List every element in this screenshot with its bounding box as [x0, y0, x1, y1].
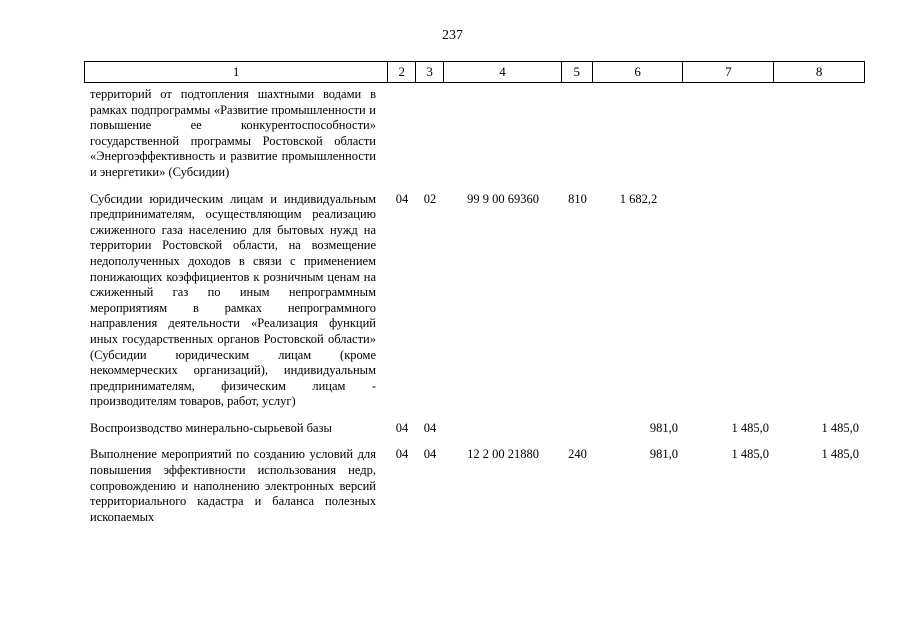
header-col-8: 8 [815, 64, 823, 79]
header-col-3: 3 [416, 62, 444, 82]
row-amount-col7: 1 485,0 [731, 447, 769, 462]
row-target-article: 99 9 00 69360 [467, 191, 539, 206]
row-description: Субсидии юридическим лицам и индивидуальным предпринимателям, осуществляющим реализацию сжиженного газа населению для бытовых нужд на территории Ростовской области, на возмещение недополученных доходов в связи с применением понижающих коэффициентов к розничным ценам на сжиженный газ по иным непрограммным мероприятиям в рамках непрограммного направления деятельности «Реализация функций иных государственных органов Ростовской области» (Субсидии юридическим лицам (кроме некоммерческих организаций), индивидуальным предпринимателям, физическим лицам - производителям товаров, работ, услуг) [90, 191, 376, 409]
row-section [388, 87, 416, 181]
row-amount-col6: 981,0 [649, 447, 678, 462]
row-target-article [444, 87, 562, 181]
row-amount-col8: 1 485,0 [821, 420, 859, 435]
row-amount-col7 [684, 87, 775, 181]
row-description: Воспроизводство минерально-сырьевой базы [90, 420, 332, 435]
row-section: 04 [395, 420, 409, 435]
table-header [84, 61, 865, 83]
row-description: Выполнение мероприятий по созданию условий для повышения эффективности использования недр, сопровождению и наполнению электронных версий территориального кадастра и баланса полезных ископаемых [90, 447, 376, 524]
table-row [84, 421, 865, 437]
table-row [84, 192, 865, 410]
header-col-5: 5 [562, 62, 593, 82]
row-target-article: 12 2 00 21880 [467, 447, 539, 462]
page-number: 237 [442, 28, 463, 43]
row-target-article [444, 421, 562, 437]
row-amount-col7 [684, 192, 775, 410]
header-col-2: 2 [388, 62, 416, 82]
header-col-4: 4 [444, 62, 562, 82]
header-col-6: 6 [593, 62, 684, 82]
row-expense-type [562, 421, 593, 437]
header-col-7: 7 [683, 62, 774, 82]
row-amount-col6 [593, 87, 684, 181]
row-section: 04 [395, 447, 409, 462]
row-subsection [416, 87, 444, 181]
table-row [84, 87, 865, 181]
table-body [84, 87, 865, 536]
row-amount-col8 [775, 192, 865, 410]
row-section: 04 [395, 191, 409, 206]
row-amount-col6: 981,0 [649, 420, 678, 435]
row-subsection: 04 [423, 447, 437, 462]
row-amount-col7: 1 485,0 [731, 420, 769, 435]
row-expense-type: 240 [568, 447, 587, 462]
header-col-1: 1 [85, 62, 388, 82]
row-amount-col8 [775, 87, 865, 181]
row-amount-col8: 1 485,0 [821, 447, 859, 462]
row-description: территорий от подтопления шахтными водами в рамках подпрограммы «Развитие промышленности и повышение ее конкурентоспособности» государственной программы Ростовской области «Энергоэффективность и развитие промышленности и энергетики» (Субсидии) [90, 87, 376, 179]
row-amount-col6: 1 682,2 [619, 191, 658, 206]
row-expense-type [562, 87, 593, 181]
table-row [84, 447, 865, 525]
row-expense-type: 810 [568, 191, 587, 206]
row-subsection: 04 [423, 420, 437, 435]
row-subsection: 02 [423, 191, 437, 206]
